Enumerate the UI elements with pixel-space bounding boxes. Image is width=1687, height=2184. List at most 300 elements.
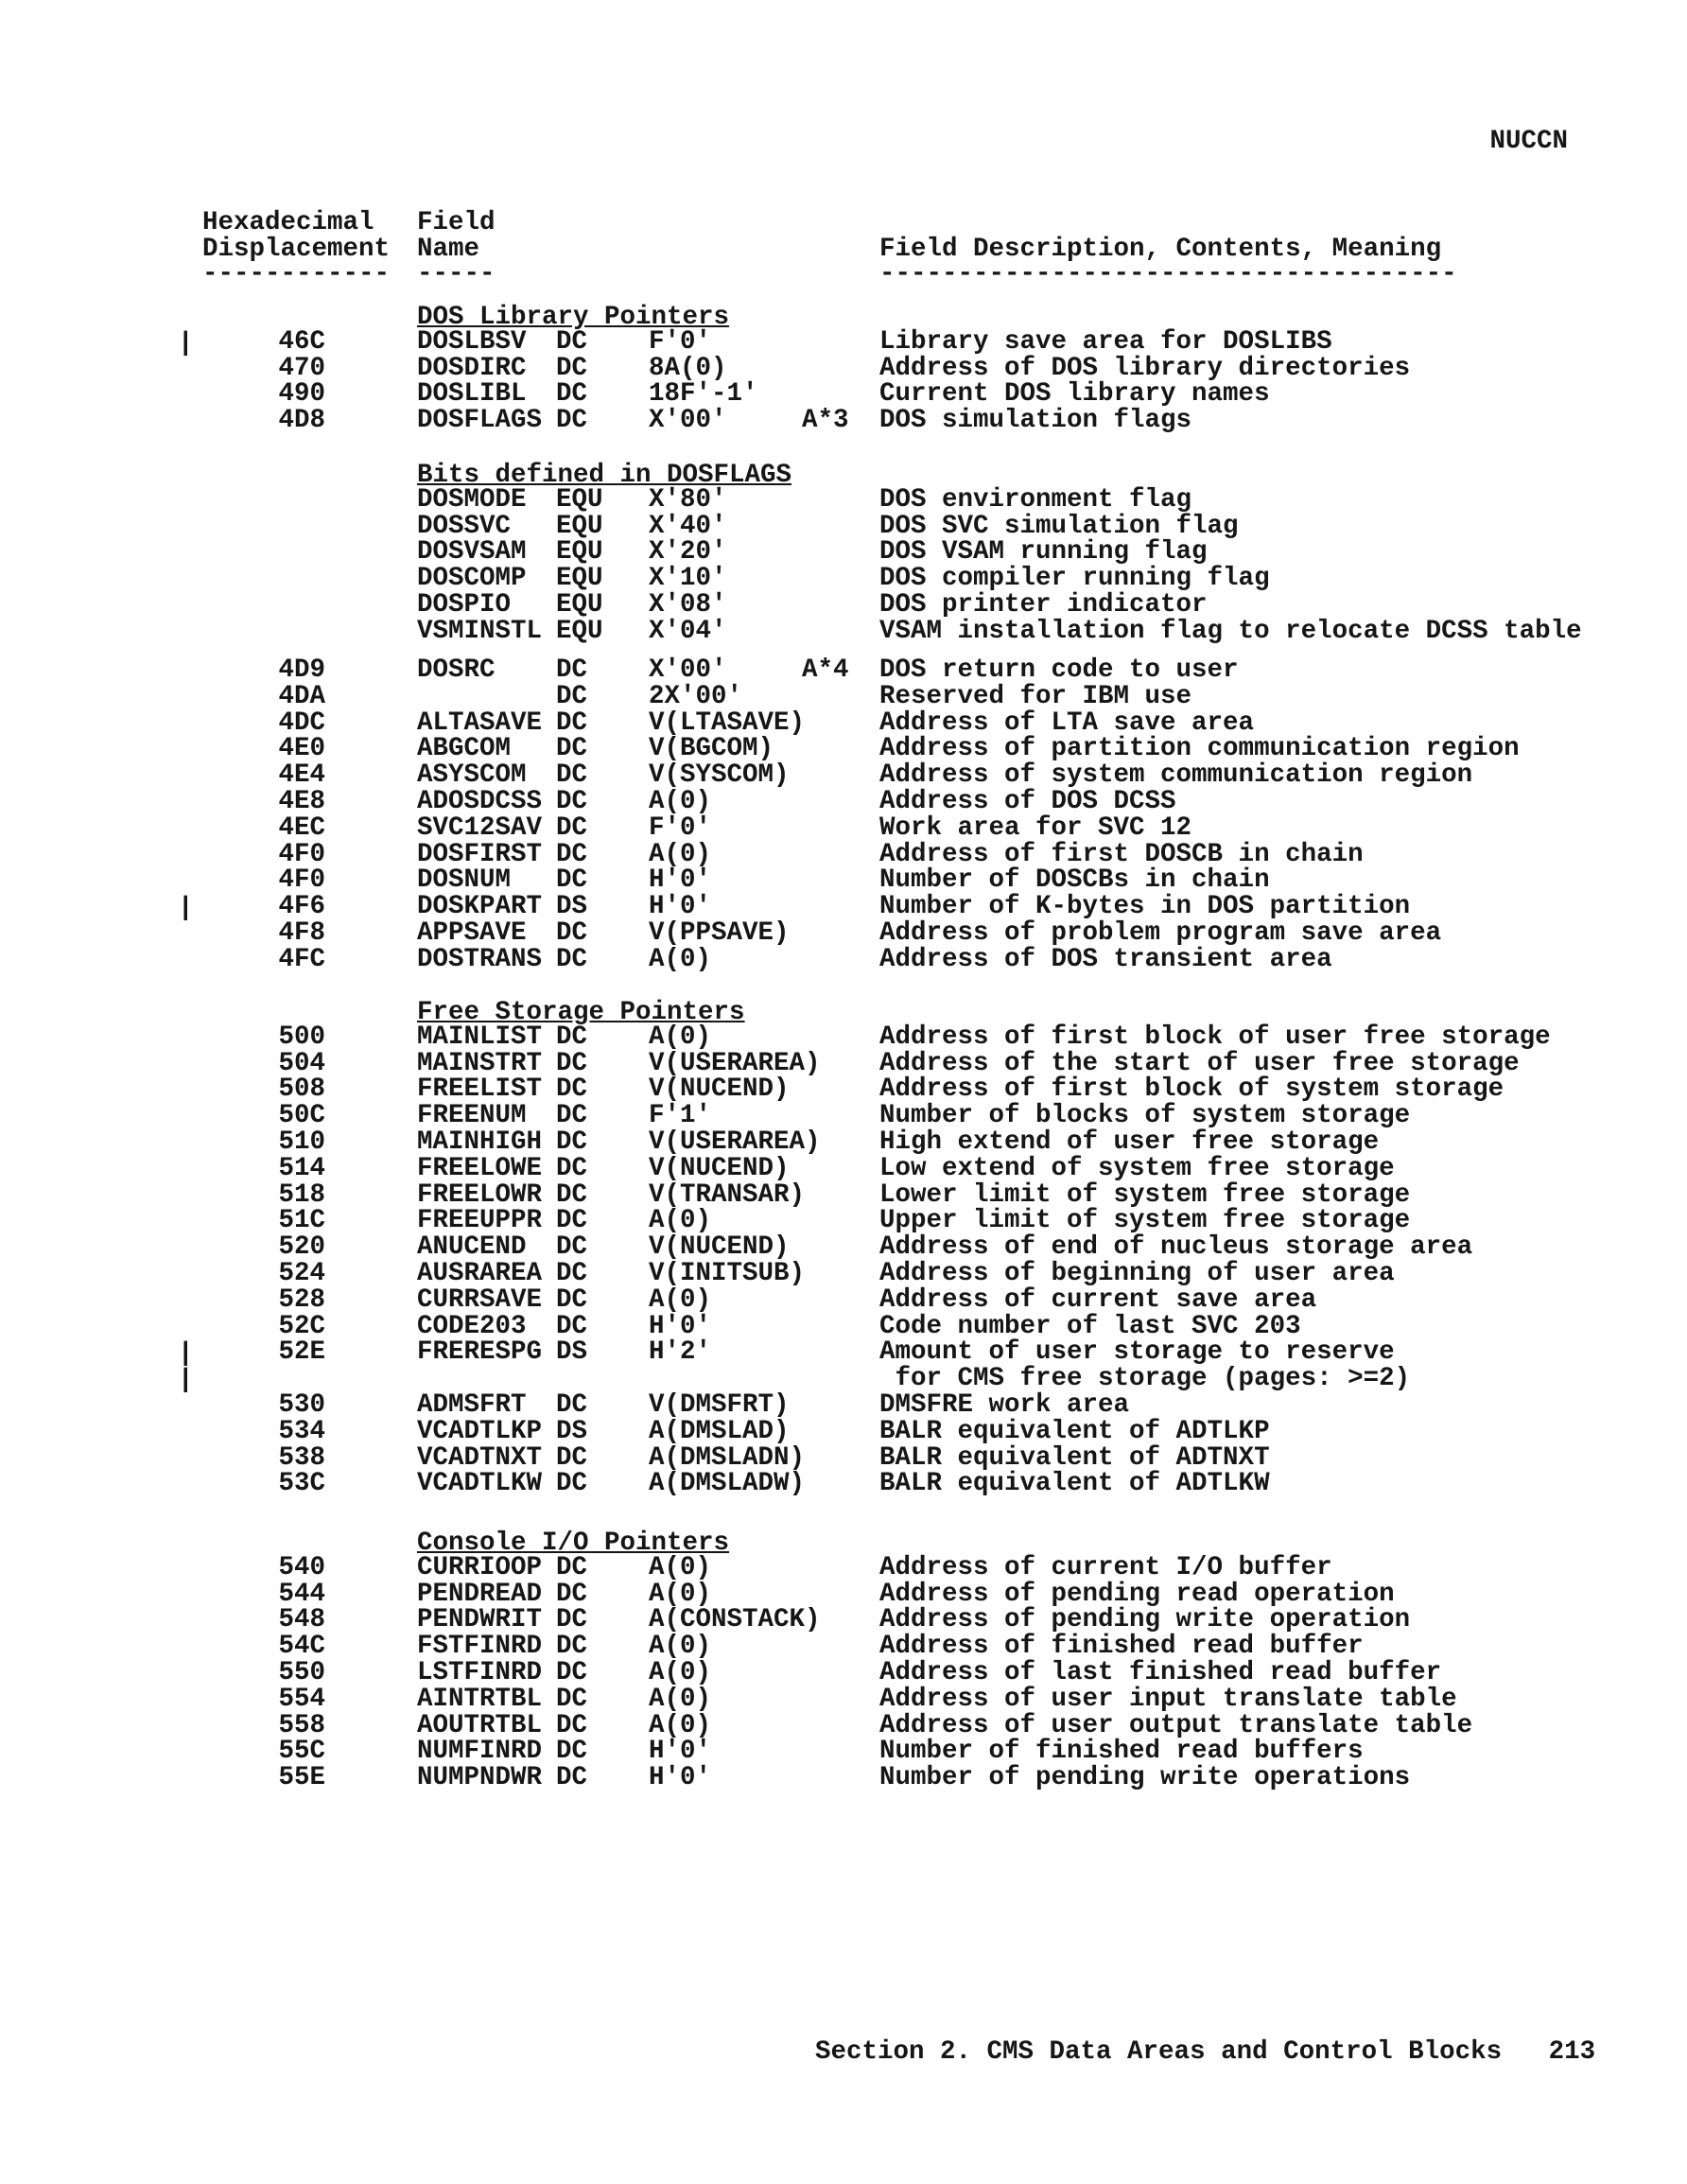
displacement-cell: 4E4 [278, 760, 325, 791]
table-row [0, 681, 1687, 711]
value-cell: V(USERAREA) [649, 1048, 821, 1078]
field-name-cell: ALTASAVE [417, 708, 543, 738]
table-row [0, 1738, 1687, 1765]
page-header-code: NUCCN [1489, 127, 1568, 156]
table-row [0, 1442, 1687, 1473]
description-cell: Upper limit of system free storage [879, 1206, 1411, 1236]
table-row [0, 1153, 1687, 1183]
value-cell: V(SYSCOM) [649, 760, 790, 791]
operation-cell: DC [556, 1075, 588, 1105]
displacement-cell: 548 [278, 1605, 325, 1635]
description-cell: DOS printer indicator [879, 590, 1208, 620]
operation-cell: DC [556, 353, 588, 383]
table-row [0, 1471, 1687, 1497]
description-cell: Address of problem program save area [879, 918, 1442, 948]
table-row [0, 789, 1687, 815]
displacement-cell: 558 [278, 1710, 325, 1740]
operation-cell: EQU [556, 590, 603, 620]
value-cell: A(DMSLAD) [649, 1416, 790, 1446]
displacement-cell: 470 [278, 353, 325, 383]
value-cell: A(0) [649, 1632, 712, 1662]
displacement-cell: 518 [278, 1179, 325, 1210]
displacement-cell: 4F0 [278, 839, 325, 869]
value-cell: X'00' [649, 406, 727, 436]
table-row [0, 892, 1687, 924]
displacement-cell: 4D9 [278, 655, 325, 685]
disp-header-rule: ------------ [202, 259, 391, 288]
value-cell: A(DMSLADN) [649, 1442, 806, 1473]
field-name-cell: APPSAVE [417, 918, 527, 948]
description-cell: DOS return code to user [879, 655, 1239, 685]
footer-text: Section 2. CMS Data Areas and Control Blocks [815, 2037, 1503, 2067]
description-cell: Number of finished read buffers [879, 1737, 1364, 1767]
operation-cell: EQU [556, 537, 603, 568]
field-name-cell: CURRSAVE [417, 1284, 543, 1315]
page-footer [815, 2037, 1595, 2067]
section-title: Bits defined in DOSFLAGS [417, 461, 792, 490]
operation-cell: DC [556, 655, 588, 685]
description-cell: Address of end of nucleus storage area [879, 1232, 1473, 1263]
table-row [0, 1607, 1687, 1634]
value-cell: A(0) [649, 787, 712, 816]
table-row [0, 920, 1687, 947]
value-cell: X'04' [649, 616, 727, 646]
displacement-cell: 4E0 [278, 734, 325, 764]
value-cell: H'0' [649, 1763, 712, 1793]
table-row [0, 1660, 1687, 1686]
operation-cell: DC [556, 839, 588, 869]
table-row [0, 1311, 1687, 1341]
value-cell: A(0) [649, 1710, 712, 1740]
table-row [0, 839, 1687, 869]
description-cell: Address of user output translate table [879, 1710, 1473, 1740]
table-row [0, 592, 1687, 619]
table-row [0, 1261, 1687, 1287]
displacement-cell: 490 [278, 379, 325, 410]
field-name-cell: FREELOWR [417, 1179, 543, 1210]
operation-cell: DS [556, 1416, 588, 1446]
description-cell: Address of pending write operation [879, 1605, 1411, 1635]
description-cell: Address of DOS DCSS [879, 787, 1176, 816]
description-cell: Work area for SVC 12 [879, 812, 1192, 843]
operation-cell: DC [556, 1259, 588, 1288]
description-cell: Lower limit of system free storage [879, 1179, 1411, 1210]
displacement-cell: 528 [278, 1284, 325, 1315]
description-cell: Address of current save area [879, 1284, 1317, 1315]
field-name-cell: DOSNUM [417, 865, 512, 896]
operation-cell: DC [556, 865, 588, 896]
table-row [0, 1765, 1687, 1791]
table-row [0, 1284, 1687, 1315]
table-row [0, 511, 1687, 541]
description-cell: VSAM installation flag to relocate DCSS table [879, 616, 1582, 646]
field-name-cell: NUMFINRD [417, 1737, 543, 1767]
value-cell: X'40' [649, 511, 727, 541]
operation-cell: DC [556, 326, 588, 357]
operation-cell: DC [556, 1127, 588, 1157]
value-cell: H'0' [649, 1311, 712, 1341]
table-row [0, 867, 1687, 894]
name-header-line2: Name [417, 235, 480, 264]
table-row [0, 1581, 1687, 1608]
field-name-cell: FREELOWE [417, 1153, 543, 1183]
operation-cell: DC [556, 1022, 588, 1052]
description-cell: DOS VSAM running flag [879, 537, 1208, 568]
operation-cell: DC [556, 787, 588, 816]
description-cell: BALR equivalent of ADTLKP [879, 1416, 1270, 1446]
description-cell: Library save area for DOSLIBS [879, 326, 1332, 357]
field-name-cell: VCADTLKP [417, 1416, 543, 1446]
value-cell: H'2' [649, 1337, 712, 1368]
field-name-cell: DOSRC [417, 655, 496, 685]
description-cell: Address of system communication region [879, 760, 1473, 791]
description-cell: DOS environment flag [879, 484, 1192, 515]
field-name-cell: VCADTLKW [417, 1469, 543, 1499]
value-cell: V(DMSFRT) [649, 1390, 790, 1420]
displacement-cell: 504 [278, 1048, 325, 1078]
displacement-cell: 4DC [278, 708, 325, 738]
description-cell: Amount of user storage to reserve [879, 1337, 1395, 1368]
operation-cell: DC [556, 1469, 588, 1499]
value-cell: F'1' [649, 1101, 712, 1131]
displacement-cell: 46C [278, 326, 325, 357]
field-name-cell: ABGCOM [417, 734, 512, 764]
table-row [0, 616, 1687, 646]
value-cell: X'80' [649, 484, 727, 515]
operation-cell: DC [556, 1311, 588, 1341]
operation-cell: DC [556, 1605, 588, 1635]
field-name-cell: DOSFLAGS [417, 406, 543, 436]
operation-cell: DC [556, 1552, 588, 1582]
value-cell: V(INITSUB) [649, 1259, 806, 1288]
table-row [0, 812, 1687, 843]
operation-cell: DC [556, 1442, 588, 1473]
table-row [0, 1024, 1687, 1051]
table-row [0, 1048, 1687, 1078]
operation-cell: DC [556, 812, 588, 843]
table-row [0, 1364, 1687, 1396]
displacement-cell: 4E8 [278, 787, 325, 816]
name-header-rule: ----- [417, 259, 496, 288]
field-name-cell: MAINSTRT [417, 1048, 543, 1078]
operation-cell: DC [556, 1763, 588, 1793]
table-row [0, 1710, 1687, 1740]
value-cell: A(0) [649, 1684, 712, 1714]
table-row [0, 353, 1687, 383]
description-cell: Address of user input translate table [879, 1684, 1457, 1714]
section-title: Free Storage Pointers [417, 998, 745, 1027]
field-name-cell: DOSDIRC [417, 353, 527, 383]
field-name-cell: FSTFINRD [417, 1632, 543, 1662]
desc-header: Field Description, Contents, Meaning [879, 235, 1442, 264]
table-row [0, 408, 1687, 434]
displacement-cell: 55E [278, 1763, 325, 1793]
value-cell: V(NUCEND) [649, 1153, 790, 1183]
value-cell: X'20' [649, 537, 727, 568]
operation-cell: DC [556, 708, 588, 738]
value-cell: A(0) [649, 944, 712, 974]
operation-cell: DC [556, 681, 588, 711]
displacement-cell: 514 [278, 1153, 325, 1183]
table-row [0, 762, 1687, 789]
section-title: Console I/O Pointers [417, 1529, 730, 1558]
value-cell: 2X'00' [649, 681, 743, 711]
operation-cell: DC [556, 1684, 588, 1714]
operation-cell: DC [556, 1101, 588, 1131]
displacement-cell: 53C [278, 1469, 325, 1499]
field-name-cell: PENDREAD [417, 1579, 543, 1609]
description-cell: High extend of user free storage [879, 1127, 1380, 1157]
displacement-cell: 4D8 [278, 406, 325, 436]
operation-cell: DC [556, 944, 588, 974]
displacement-cell: 550 [278, 1658, 325, 1687]
value-cell: H'0' [649, 892, 712, 922]
value-cell: V(PPSAVE) [649, 918, 790, 948]
field-name-cell: ANUCEND [417, 1232, 527, 1263]
field-name-cell: DOSSVC [417, 511, 512, 541]
field-name-cell: DOSPIO [417, 590, 512, 620]
table-row [0, 736, 1687, 762]
operation-cell: DC [556, 379, 588, 410]
operation-cell: EQU [556, 511, 603, 541]
table-row [0, 1634, 1687, 1660]
description-cell: Current DOS library names [879, 379, 1270, 410]
description-cell: DMSFRE work area [879, 1390, 1130, 1420]
field-name-cell: FRERESPG [417, 1337, 543, 1368]
field-name-cell: DOSLIBL [417, 379, 527, 410]
value-cell: 18F'-1' [649, 379, 758, 410]
field-name-cell: DOSCOMP [417, 564, 527, 594]
description-cell: Address of current I/O buffer [879, 1552, 1332, 1582]
table-row [0, 566, 1687, 592]
operation-cell: DC [556, 1658, 588, 1687]
value-cell: 8A(0) [649, 353, 727, 383]
value-cell: A(0) [649, 1579, 712, 1609]
description-cell: Reserved for IBM use [879, 681, 1192, 711]
description-cell: Number of K-bytes in DOS partition [879, 892, 1411, 922]
value-cell: V(TRANSAR) [649, 1179, 806, 1210]
operation-cell: DC [556, 1579, 588, 1609]
field-name-cell: ADMSFRT [417, 1390, 527, 1420]
displacement-cell: 534 [278, 1416, 325, 1446]
operation-cell: DC [556, 406, 588, 436]
disp-header-line2: Displacement [202, 235, 391, 264]
operation-cell: DC [556, 1048, 588, 1078]
field-name-cell: DOSTRANS [417, 944, 543, 974]
operation-cell: DC [556, 734, 588, 764]
page-number: 213 [1548, 2037, 1596, 2067]
table-row [0, 539, 1687, 566]
displacement-cell: 530 [278, 1390, 325, 1420]
change-bar: | [178, 328, 194, 358]
displacement-cell: 4FC [278, 944, 325, 974]
displacement-cell: 4EC [278, 812, 325, 843]
field-name-cell: DOSKPART [417, 892, 543, 922]
field-name-cell: FREEUPPR [417, 1206, 543, 1236]
table-row [0, 1552, 1687, 1582]
displacement-cell: 50C [278, 1101, 325, 1131]
value-cell: X'08' [649, 590, 727, 620]
displacement-cell: 500 [278, 1022, 325, 1052]
description-cell: Address of last finished read buffer [879, 1658, 1442, 1687]
operation-cell: DC [556, 1390, 588, 1420]
description-cell: Address of DOS library directories [879, 353, 1411, 383]
displacement-cell: 4F6 [278, 892, 325, 922]
field-name-cell: CURRIOOP [417, 1552, 543, 1582]
description-cell: Number of DOSCBs in chain [879, 865, 1270, 896]
table-row [0, 1129, 1687, 1156]
field-name-cell: FREENUM [417, 1101, 527, 1131]
operation-cell: DC [556, 1710, 588, 1740]
table-row [0, 944, 1687, 974]
field-name-cell: MAINLIST [417, 1022, 543, 1052]
description-cell: Address of pending read operation [879, 1579, 1395, 1609]
field-name-cell: DOSMODE [417, 484, 527, 515]
operation-cell: DC [556, 1284, 588, 1315]
value-cell: A(0) [649, 1552, 712, 1582]
value-cell: V(USERAREA) [649, 1127, 821, 1157]
value-cell: V(LTASAVE) [649, 708, 806, 738]
operation-cell: DC [556, 1153, 588, 1183]
table-row [0, 1234, 1687, 1261]
operation-cell: DS [556, 1337, 588, 1368]
displacement-cell: 538 [278, 1442, 325, 1473]
description-cell: DOS SVC simulation flag [879, 511, 1239, 541]
table-row [0, 1686, 1687, 1713]
description-cell: Number of pending write operations [879, 1763, 1411, 1793]
desc-header-rule: ------------------------------------- [879, 259, 1457, 288]
description-cell: Address of DOS transient area [879, 944, 1332, 974]
value-cell: V(NUCEND) [649, 1075, 790, 1105]
description-cell: BALR equivalent of ADTNXT [879, 1442, 1270, 1473]
displacement-cell: 540 [278, 1552, 325, 1582]
field-name-cell: SVC12SAV [417, 812, 543, 843]
table-row [0, 1392, 1687, 1419]
displacement-cell: 55C [278, 1737, 325, 1767]
description-cell: Low extend of system free storage [879, 1153, 1395, 1183]
description-cell: Code number of last SVC 203 [879, 1311, 1301, 1341]
field-name-cell: DOSVSAM [417, 537, 527, 568]
operation-cell: EQU [556, 484, 603, 515]
field-name-cell: DOSFIRST [417, 839, 543, 869]
field-name-cell: CODE203 [417, 1311, 527, 1341]
operation-cell: EQU [556, 564, 603, 594]
operation-cell: DC [556, 1206, 588, 1236]
disp-header-line1: Hexadecimal [202, 208, 374, 237]
value-cell: A(DMSLADW) [649, 1469, 806, 1499]
operation-cell: DC [556, 1232, 588, 1263]
annotation-cell: A*4 [802, 655, 849, 685]
value-cell: H'0' [649, 865, 712, 896]
displacement-cell: 4F0 [278, 865, 325, 896]
operation-cell: DS [556, 892, 588, 922]
field-name-cell: LSTFINRD [417, 1658, 543, 1687]
operation-cell: DC [556, 1179, 588, 1210]
description-cell: Address of first block of user free storage [879, 1022, 1551, 1052]
field-name-cell: PENDWRIT [417, 1605, 543, 1635]
table-row [0, 381, 1687, 408]
operation-cell: DC [556, 760, 588, 791]
change-bar: | [178, 1366, 194, 1396]
value-cell: F'0' [649, 812, 712, 843]
field-name-cell: VCADTNXT [417, 1442, 543, 1473]
displacement-cell: 51C [278, 1206, 325, 1236]
displacement-cell: 524 [278, 1259, 325, 1288]
field-name-cell: MAINHIGH [417, 1127, 543, 1157]
description-cell: Number of blocks of system storage [879, 1101, 1411, 1131]
value-cell: A(0) [649, 1284, 712, 1315]
description-cell: Address of finished read buffer [879, 1632, 1364, 1662]
field-name-cell: FREELIST [417, 1075, 543, 1105]
description-cell: for CMS free storage (pages: >=2) [879, 1364, 1411, 1394]
table-row [0, 657, 1687, 684]
field-name-cell: AINTRTBL [417, 1684, 543, 1714]
displacement-cell: 508 [278, 1075, 325, 1105]
description-cell: Address of LTA save area [879, 708, 1255, 738]
table-row [0, 1416, 1687, 1446]
description-cell: DOS compiler running flag [879, 564, 1270, 594]
table-row [0, 1179, 1687, 1210]
operation-cell: DC [556, 1737, 588, 1767]
field-name-cell: ASYSCOM [417, 760, 527, 791]
value-cell: A(0) [649, 1206, 712, 1236]
value-cell: V(NUCEND) [649, 1232, 790, 1263]
field-name-cell: NUMPNDWR [417, 1763, 543, 1793]
table-row [0, 1103, 1687, 1129]
operation-cell: DC [556, 1632, 588, 1662]
value-cell: F'0' [649, 326, 712, 357]
displacement-cell: 52E [278, 1337, 325, 1368]
field-name-cell: VSMINSTL [417, 616, 543, 646]
table-row [0, 1076, 1687, 1103]
field-name-cell: DOSLBSV [417, 326, 527, 357]
table-row [0, 484, 1687, 515]
displacement-cell: 4F8 [278, 918, 325, 948]
value-cell: A(0) [649, 839, 712, 869]
name-header-line1: Field [417, 208, 496, 237]
change-bar: | [178, 894, 194, 924]
description-cell: DOS simulation flags [879, 406, 1192, 436]
field-name-cell: AUSRAREA [417, 1259, 543, 1288]
section-title: DOS Library Pointers [417, 303, 730, 332]
description-cell: Address of first block of system storage [879, 1075, 1504, 1105]
value-cell: X'10' [649, 564, 727, 594]
description-cell: BALR equivalent of ADTLKW [879, 1469, 1270, 1499]
value-cell: A(CONSTACK) [649, 1605, 821, 1635]
displacement-cell: 544 [278, 1579, 325, 1609]
value-cell: X'00' [649, 655, 727, 685]
table-row [0, 710, 1687, 737]
description-cell: Address of the start of user free storage [879, 1048, 1520, 1078]
table-row [0, 326, 1687, 358]
displacement-cell: 52C [278, 1311, 325, 1341]
operation-cell: EQU [556, 616, 603, 646]
displacement-cell: 520 [278, 1232, 325, 1263]
field-name-cell: ADOSDCSS [417, 787, 543, 816]
value-cell: H'0' [649, 1737, 712, 1767]
table-row [0, 1337, 1687, 1370]
annotation-cell: A*3 [802, 406, 849, 436]
value-cell: A(0) [649, 1658, 712, 1687]
value-cell: A(0) [649, 1022, 712, 1052]
description-cell: Address of first DOSCB in chain [879, 839, 1364, 869]
description-cell: Address of partition communication region [879, 734, 1520, 764]
value-cell: V(BGCOM) [649, 734, 774, 764]
operation-cell: DC [556, 918, 588, 948]
displacement-cell: 4DA [278, 681, 325, 711]
displacement-cell: 510 [278, 1127, 325, 1157]
change-bar: | [178, 1339, 194, 1370]
